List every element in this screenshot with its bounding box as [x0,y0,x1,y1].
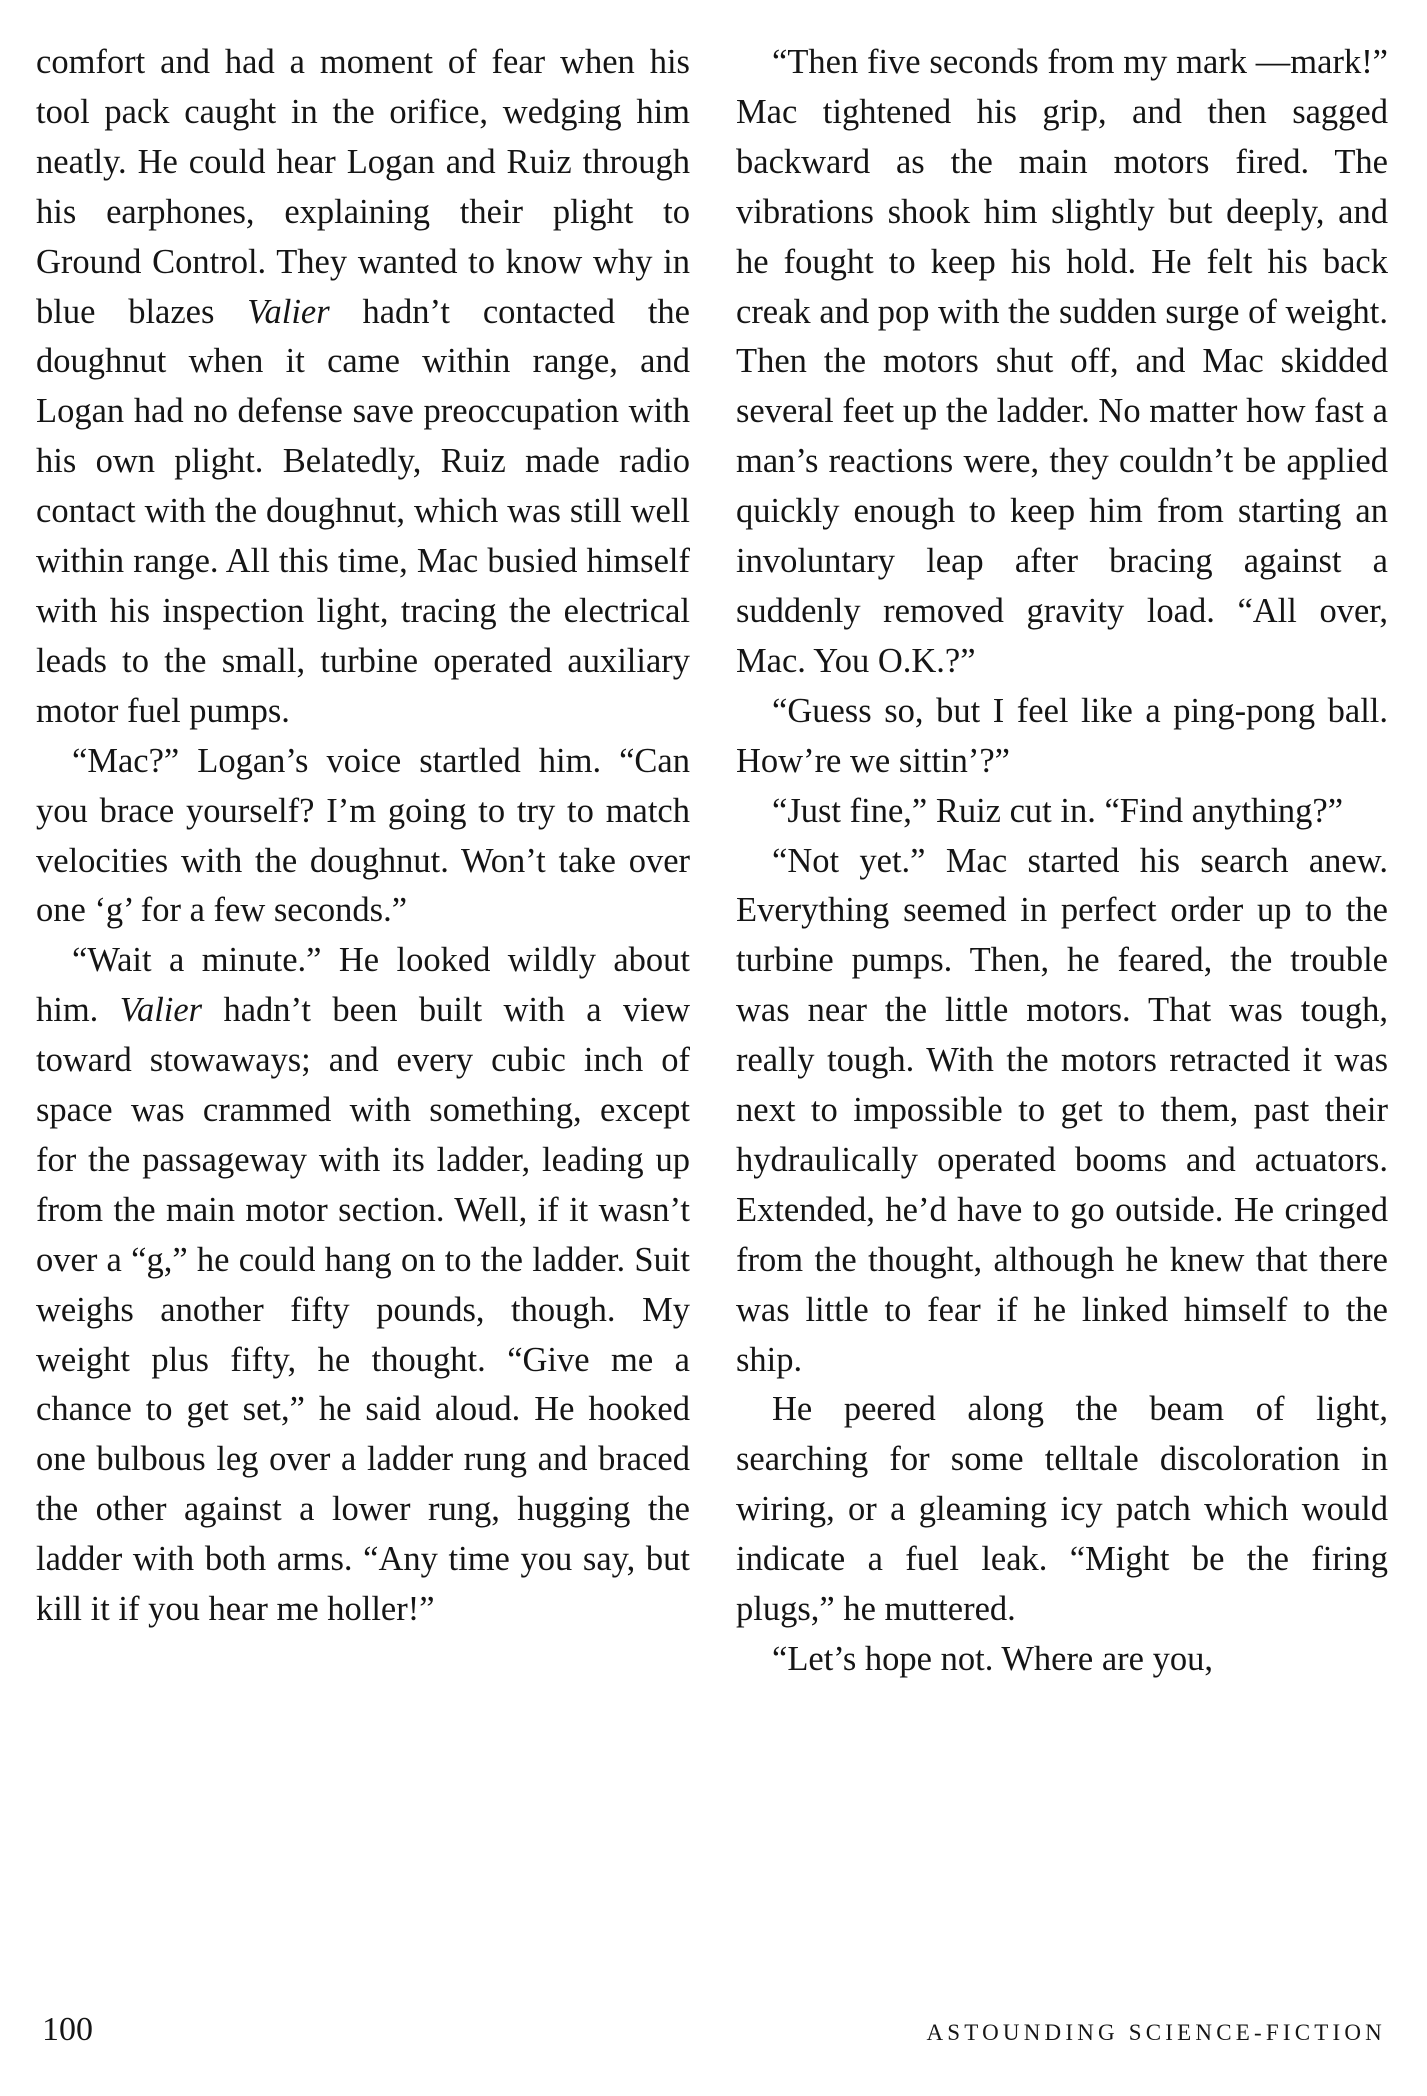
text-column-left [36,38,690,1635]
paragraph-p5 [736,687,1388,787]
paragraph-p6 [736,787,1388,837]
text-run: hadn’t been built with a view toward stowaways; and every cubic inch of space was crammed with something, except for the passageway with its ladder, leading up from the main motor section. Well, if it wasn’t over a “g,” he could hang on to the ladder. Suit weighs another fifty pounds, though. My weight plus fifty, he thought. “Give me a chance to get set,” he said aloud. He hooked one bulbous leg over a ladder rung and braced the other against a lower rung, hugging the ladder with both arms. “Any time you say, but kill it if you hear me holler!” [36,991,691,1629]
paragraph-p2 [36,737,690,937]
text-run: comfort and had a moment of fear when his tool pack caught in the orifice, wedging him neatly. He could hear Logan and Ruiz through his earphones, explaining their plight to Ground Control. They wanted to know why in blue blazes [36,43,690,331]
text-run: “Wait a minute.” He looked wildly about him. [36,941,690,1030]
ship-name: Valier [119,991,203,1030]
ship-name: Valier [247,292,330,331]
text-run: “Not yet.” Mac started his search anew. Everything seemed in perfect order up to the turbine pumps. Then, he feared, the trouble was near the little motors. That was tough, really tough. With the motors retracted it was next to impossible to get to them, past their hydraulically operated booms and actuators. Extended, he’d have to go outside. He cringed from the thought, although he knew that there was little to fear if he linked himself to the ship. [736,841,1388,1379]
paragraph-p7 [736,837,1388,1386]
text-run: “Let’s hope not. Where are you, [772,1640,1213,1678]
text-run: “Guess so, but I feel like a ping-pong ball. How’re we sittin’?” [736,691,1388,780]
text-run: “Mac?” Logan’s voice startled him. “Can you brace yourself? I’m going to try to match velocities with the doughnut. Won’t take over one ‘g’ for a few seconds.” [36,741,690,930]
text-run: “Then five seconds from my mark —mark!” Mac tightened his grip, and then sagged backward as the main motors fired. The vibrations shook him slightly but deeply, and he fought to keep his hold. He felt his back creak and pop with the sudden surge of weight. Then the motors shut off, and Mac skidded several feet up the ladder. No matter how fast a man’s reactions were, they couldn’t be applied quickly enough to keep him from starting an involuntary leap after bracing against a suddenly removed gravity load. “All over, Mac. You O.K.?” [736,43,1388,680]
paragraph-p4 [736,38,1388,687]
running-head: ASTOUNDING SCIENCE-FICTION [926,2020,1386,2045]
text-run: “Just fine,” Ruiz cut in. “Find anything?” [772,791,1344,830]
paragraph-p1 [36,38,690,737]
paragraph-p8 [736,1385,1388,1635]
paragraph-p3 [36,936,690,1635]
paragraph-p9 [736,1635,1388,1685]
text-run: He peered along the beam of light, searching for some telltale discoloration in wiring, or a gleaming icy patch which would indicate a fuel leak. “Might be the firing plugs,” he muttered. [736,1390,1388,1629]
text-run: hadn’t contacted the doughnut when it came within range, and Logan had no defense save preoccupation with his own plight. Belatedly, Ruiz made radio contact with the doughnut, which was still well within range. All this time, Mac busied himself with his inspection light, tracing the electrical leads to the small, turbine operated auxiliary motor fuel pumps. [36,292,690,730]
text-column-right [736,38,1388,1685]
page-number: 100 [42,2011,93,2048]
